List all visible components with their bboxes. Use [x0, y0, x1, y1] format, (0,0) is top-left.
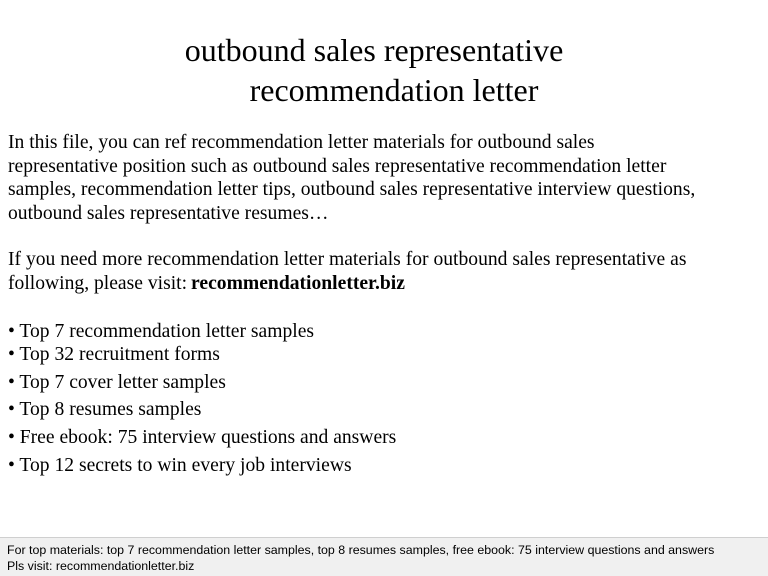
bullet-list [8, 320, 764, 478]
intro-paragraph [8, 131, 764, 225]
bullet-item: • Top 12 secrets to win every job interviews [8, 454, 352, 476]
bullet-item: • Top 8 resumes samples [8, 399, 202, 421]
body-text [8, 131, 764, 477]
intro-line: samples, recommendation letter tips, outbound sales representative interview questions, [8, 179, 696, 201]
title-line-2: recommendation letter [249, 72, 539, 108]
bullet-item: • Top 32 recruitment forms [8, 344, 220, 366]
intro-line: outbound sales representative resumes… [8, 202, 329, 224]
bullet-item: • Top 7 cover letter samples [8, 371, 226, 393]
footer-line-2: Pls visit: recommendationletter.biz [7, 559, 195, 573]
intro-line: representative position such as outbound sales representative recommendation letter [8, 155, 667, 177]
bullet-item: • Top 7 recommendation letter samples [8, 320, 315, 342]
visit-line-prefix: following, please visit: [8, 272, 188, 294]
title-line-1: outbound sales representative [184, 32, 564, 68]
footer-line-1: For top materials: top 7 recommendation letter samples, top 8 resumes samples, free ebook: 75 interview questions and answers [7, 543, 715, 557]
title-block [0, 30, 768, 110]
intro-line: In this file, you can ref recommendation letter materials for outbound sales [8, 132, 595, 153]
footer-bar [0, 537, 768, 576]
visit-line: If you need more recommendation letter materials for outbound sales representative as [8, 249, 687, 271]
bullet-item: • Free ebook: 75 interview questions and answers [8, 426, 397, 448]
visit-paragraph [8, 248, 764, 295]
site-link[interactable]: recommendationletter.biz [191, 272, 405, 294]
